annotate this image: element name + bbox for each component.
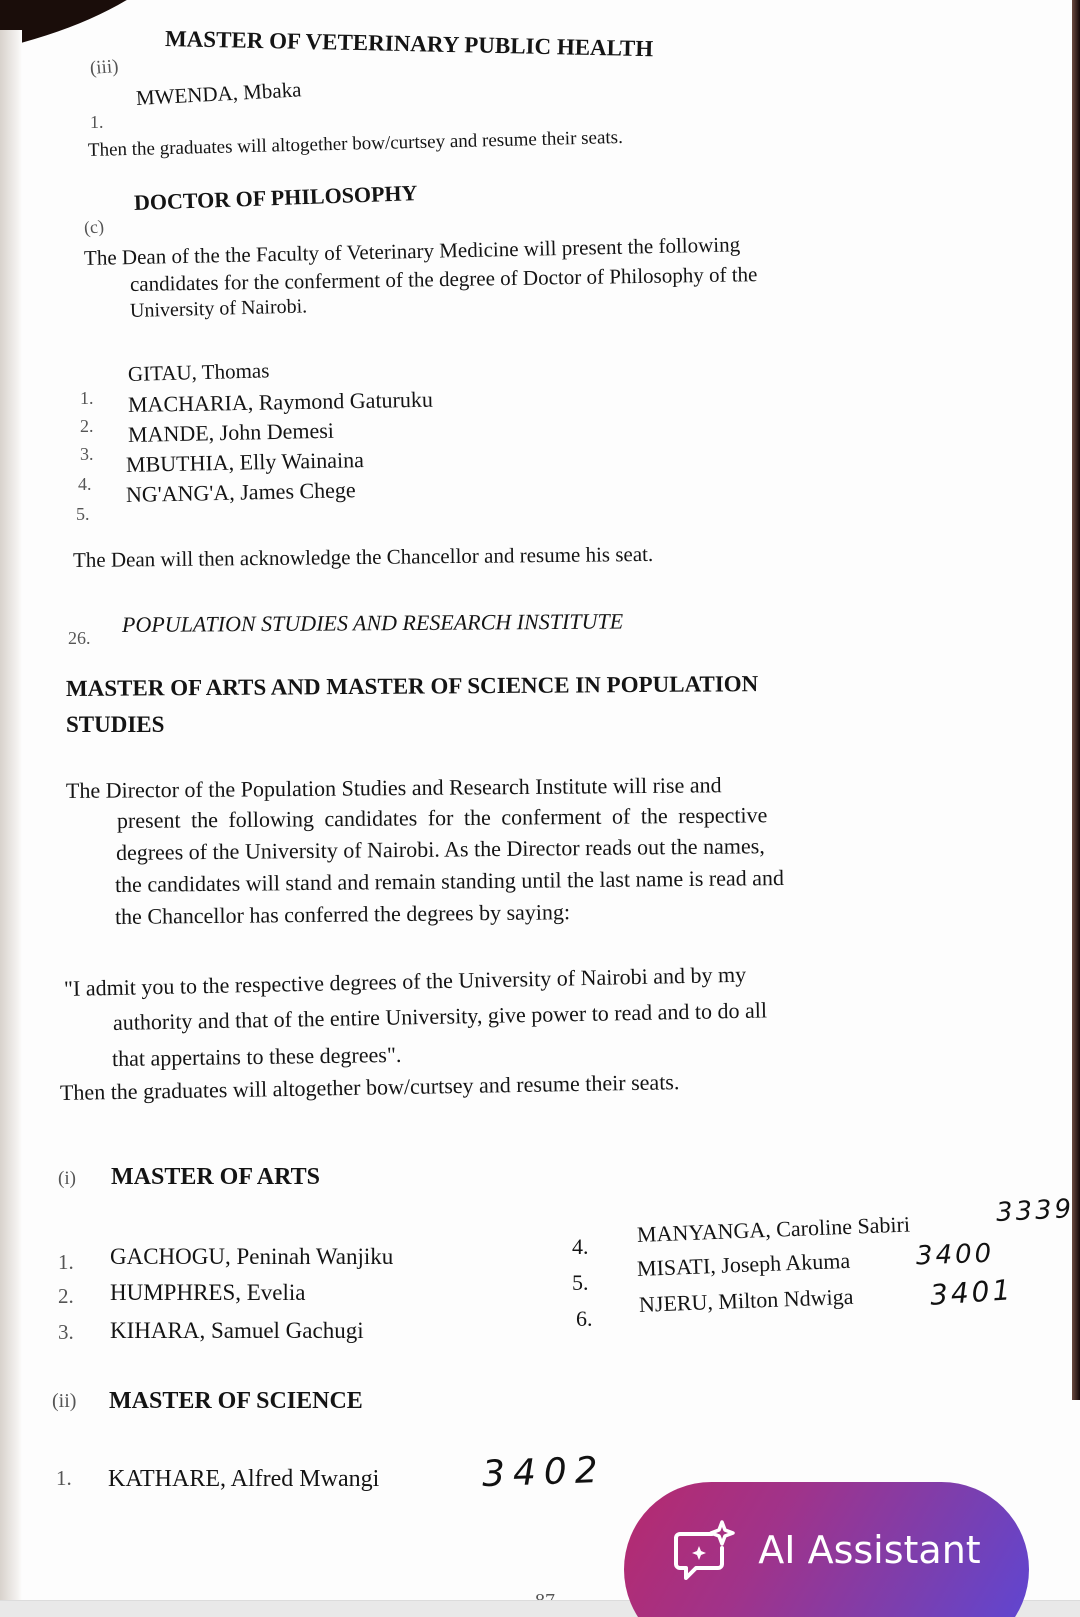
candidate-number: 3. — [80, 444, 94, 464]
candidate-number: 1. — [58, 1250, 74, 1274]
quote-line: authority and that of the entire University, give power to read and to do all — [112, 997, 768, 1035]
intro-line: degrees of the University of Nairobi. As the Director reads out the names, — [115, 833, 765, 865]
intro-line: present the following candidates for the conferment of the respective — [116, 802, 768, 833]
candidate-name: GACHOGU, Peninah Wanjiku — [110, 1244, 394, 1269]
candidate-number: 5. — [76, 504, 90, 524]
candidate-number: 2. — [58, 1284, 74, 1308]
chat-sparkle-icon — [672, 1520, 736, 1580]
handwritten-note: 3400 — [915, 1238, 995, 1272]
candidate-name: KIHARA, Samuel Gachugi — [110, 1318, 364, 1343]
closing-text: Then the graduates will altogether bow/curtsey and resume their seats. — [87, 126, 624, 161]
candidate-name: MISATI, Joseph Akuma — [636, 1247, 851, 1281]
intro-line: candidates for the conferment of the degree of Doctor of Philosophy of the — [129, 262, 758, 296]
page-right-edge — [1072, 0, 1080, 1400]
quote-line: that appertains to these degrees". — [111, 1041, 402, 1071]
section-number: 26. — [68, 628, 91, 648]
section-heading: DOCTOR OF PHILOSOPHY — [133, 180, 418, 215]
candidate-name: NJERU, Milton Ndwiga — [638, 1283, 854, 1317]
candidate-name: NG'ANG'A, James Chege — [125, 477, 356, 507]
candidate-number: 4. — [78, 474, 92, 494]
intro-line: the Chancellor has conferred the degrees by saying: — [114, 899, 571, 929]
degree-heading: MASTER OF ARTS AND MASTER OF SCIENCE IN POPULATION — [65, 671, 759, 701]
section-marker: (ii) — [52, 1390, 77, 1412]
quote-line: "I admit you to the respective degrees of the University of Nairobi and by my — [63, 961, 747, 1001]
candidate-name: MANYANGA, Caroline Sabiri — [636, 1211, 911, 1247]
intro-line: University of Nairobi. — [129, 295, 308, 322]
degree-heading: MASTER OF ARTS — [111, 1164, 320, 1190]
candidate-number: 2. — [80, 416, 94, 436]
handwritten-note: 3339 — [995, 1193, 1075, 1229]
section-marker: (i) — [58, 1168, 76, 1189]
intro-line: the candidates will stand and remain standing until the last name is read and — [114, 864, 785, 897]
section-marker: (c) — [82, 215, 105, 238]
section-marker: (iii) — [89, 56, 120, 79]
candidate-name: KATHARE, Alfred Mwangi — [108, 1466, 380, 1492]
section-heading: MASTER OF VETERINARY PUBLIC HEALTH — [164, 26, 654, 62]
ai-assistant-label: AI Assistant — [758, 1527, 981, 1572]
candidate-number: 3. — [58, 1320, 74, 1344]
page-left-edge — [0, 30, 22, 1600]
handwritten-note: 3402 — [481, 1449, 607, 1496]
candidate-name: MBUTHIA, Elly Wainaina — [125, 447, 365, 477]
closing-text: Then the graduates will altogether bow/curtsey and resume their seats. — [59, 1069, 680, 1105]
candidate-name: MANDE, John Demesi — [127, 417, 335, 447]
handwritten-note: 3401 — [928, 1273, 1015, 1312]
degree-heading: MASTER OF SCIENCE — [109, 1388, 363, 1414]
candidate-name: MWENDA, Mbaka — [135, 77, 303, 110]
candidate-name: MACHARIA, Raymond Gaturuku — [127, 386, 434, 417]
candidate-number: 4. — [572, 1234, 589, 1259]
intro-line: The Director of the Population Studies and Research Institute will rise and — [65, 772, 722, 803]
institute-heading: POPULATION STUDIES AND RESEARCH INSTITUTE — [121, 608, 624, 637]
degree-heading: STUDIES — [66, 712, 165, 737]
candidate-number: 5. — [572, 1270, 589, 1295]
candidate-number: 1. — [56, 1466, 72, 1490]
candidate-name: GITAU, Thomas — [127, 358, 270, 386]
ai-assistant-button[interactable] — [624, 1482, 1029, 1617]
intro-line: The Dean of the the Faculty of Veterinary Medicine will present the following — [83, 232, 741, 270]
candidate-number: 1. — [90, 112, 104, 132]
candidate-number: 6. — [576, 1306, 593, 1331]
candidate-name: HUMPHRES, Evelia — [110, 1280, 306, 1305]
candidate-number: 1. — [80, 388, 94, 408]
closing-text: The Dean will then acknowledge the Chancellor and resume his seat. — [72, 541, 654, 572]
